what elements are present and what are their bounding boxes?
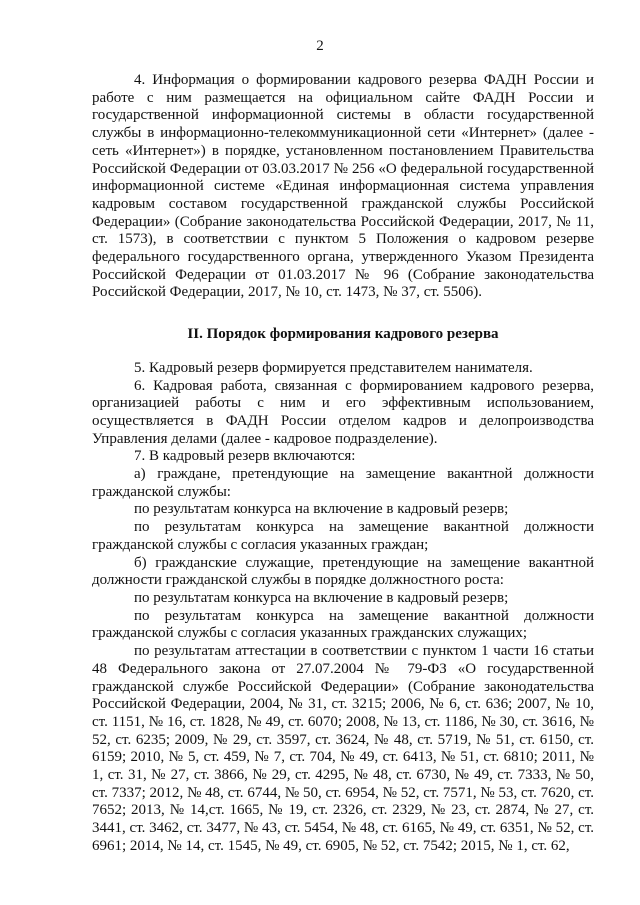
section-heading: II. Порядок формирования кадрового резерва [187, 326, 499, 343]
paragraph-7b: б) гражданские служащие, претендующие на замещение вакантной должности гражданской службы в порядке должностного роста: [92, 554, 594, 589]
paragraph-7a-item-2: по результатам конкурса на замещение вакантной должности гражданской службы с согласия указанных граждан; [92, 519, 594, 553]
page-number: 2 [316, 38, 324, 54]
paragraph-6: 6. Кадровая работа, связанная с формированием кадрового резерва, организацией работы с ним и его эффективным использованием, осуществляется в ФАДН России отделом кадров и делопроизводства Управления делами (далее - кадровое подразделение). [92, 377, 594, 447]
paragraph-7b-item-1: по результатам конкурса на включение в кадровый резерв; [134, 589, 509, 606]
paragraph-7: 7. В кадровый резерв включаются: [134, 448, 356, 465]
paragraph-4: 4. Информация о формировании кадрового резерва ФАДН России и работе с ним размещается на официальном сайте ФАДН России и государственной информационной системы в области государственной службы в информационно-телекоммуникационной сети «Интернет» (далее - сеть «Интернет») в порядке, установленном постановлением Правительства Российской Федерации от 03.03.2017 № 256 «О федеральной государственной информационной системе «Единая информационная система управления кадровым составом государственной гражданской службы Российской Федерации» (Собрание законодательства Российской Федерации, 2017, № 11, ст. 1573), в соответствии с пунктом 5 Положения о кадровом резерве федерального государственного органа, утвержденного Указом Президента Российской Федерации от 01.03.2017 № 96 (Собрание законодательства Российской Федерации, 2017, № 10, ст. 1473, № 37, ст. 5506). [92, 72, 594, 301]
paragraph-7b-item-2: по результатам конкурса на замещение вакантной должности гражданской службы с согласия указанных гражданских служащих; [92, 607, 594, 642]
paragraph-7a: а) граждане, претендующие на замещение вакантной должности гражданской службы: [92, 466, 594, 500]
paragraph-7a-item-1: по результатам конкурса на включение в кадровый резерв; [134, 501, 509, 518]
document-body [92, 72, 594, 856]
paragraph-5: 5. Кадровый резерв формируется представителем нанимателя. [134, 359, 533, 376]
paragraph-7b-item-3: по результатам аттестации в соответствии с пунктом 1 части 16 статьи 48 Федерального закона от 27.07.2004 № 79-ФЗ «О государственной гражданской службе Российской Федерации» (Собрание законодательства Российской Федерации, 2004, № 31, ст. 3215; 2006, № 6, ст. 636; 2007, № 10, ст. 1151, № 16, ст. 1828, № 49, ст. 6070; 2008, № 13, ст. 1186, № 30, ст. 3616, № 52, ст. 6235; 2009, № 29, ст. 3597, ст. 3624, № 48, ст. 5719, № 51, ст. 6150, ст. 6159; 2010, № 5, ст. 459, № 7, ст. 704, № 49, ст. 6413, № 51, ст. 6810; 2011, № 1, ст. 31, № 27, ст. 3866, № 29, ст. 4295, № 48, ст. 6730, № 49, ст. 7333, № 50, ст. 7337; 2012, № 48, ст. 6744, № 50, ст. 6954, № 52, ст. 7571, № 53, ст. 7620, ст. 7652; 2013, № 14,ст. 1665, № 19, ст. 2326, ст. 2329, № 23, ст. 2874, № 27, ст. 3441, ст. 3462, ст. 3477, № 43, ст. 5454, № 48, ст. 6165, № 49, ст. 6351, № 52, ст. 6961; 2014, № 14, ст. 1545, № 49, ст. 6905, № 52, ст. 7542; 2015, № 1, ст. 62, [92, 643, 594, 854]
